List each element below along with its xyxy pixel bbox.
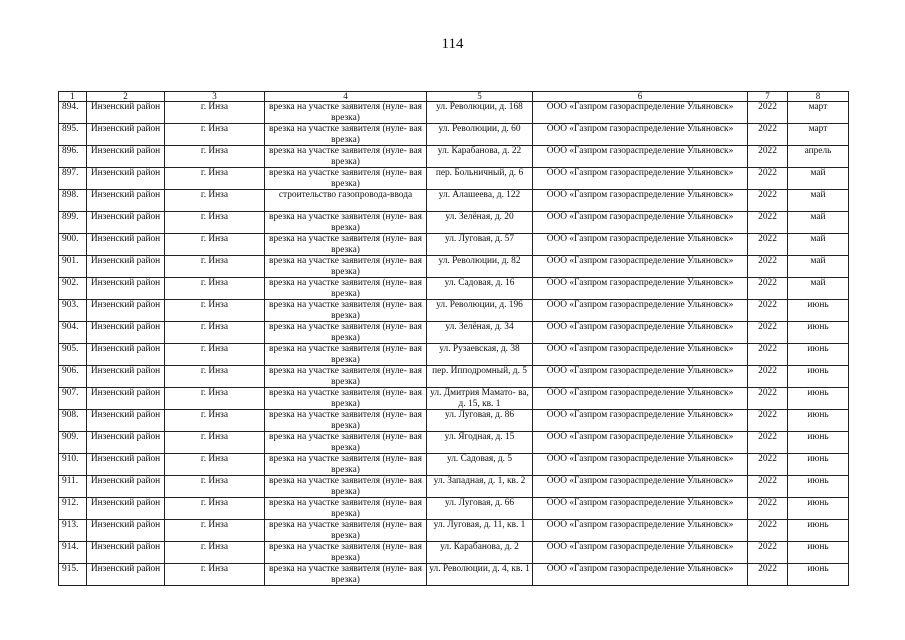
city-cell: г. Инза [165,212,265,234]
year-cell: 2022 [748,278,788,300]
year-cell: 2022 [748,168,788,190]
organization-cell: ООО «Газпром газораспределение Ульяновск» [533,454,748,476]
month-cell: март [788,102,849,124]
work-type-cell: врезка на участке заявителя (нуле- вая врезка) [265,542,427,564]
table-row [59,520,849,542]
column-header: 8 [788,92,849,102]
organization-cell: ООО «Газпром газораспределение Ульяновск» [533,498,748,520]
address-cell: ул. Садовая, д. 16 [427,278,533,300]
city-cell: г. Инза [165,322,265,344]
month-cell: май [788,234,849,256]
year-cell: 2022 [748,410,788,432]
month-cell: июнь [788,454,849,476]
year-cell: 2022 [748,520,788,542]
row-number-cell: 900. [59,234,87,256]
table-row [59,322,849,344]
column-header: 3 [165,92,265,102]
district-cell: Инзенский район [87,542,165,564]
city-cell: г. Инза [165,344,265,366]
row-number-cell: 910. [59,454,87,476]
row-number-cell: 895. [59,124,87,146]
month-cell: май [788,212,849,234]
row-number-cell: 912. [59,498,87,520]
year-cell: 2022 [748,498,788,520]
city-cell: г. Инза [165,432,265,454]
page-number: 114 [441,36,464,52]
row-number-cell: 905. [59,344,87,366]
address-cell: ул. Карабанова, д. 2 [427,542,533,564]
address-cell: ул. Луговая, д. 66 [427,498,533,520]
organization-cell: ООО «Газпром газораспределение Ульяновск» [533,300,748,322]
district-cell: Инзенский район [87,124,165,146]
district-cell: Инзенский район [87,278,165,300]
organization-cell: ООО «Газпром газораспределение Ульяновск» [533,432,748,454]
district-cell: Инзенский район [87,300,165,322]
district-cell: Инзенский район [87,498,165,520]
organization-cell: ООО «Газпром газораспределение Ульяновск» [533,366,748,388]
table-row [59,146,849,168]
year-cell: 2022 [748,322,788,344]
table-row [59,278,849,300]
month-cell: июнь [788,564,849,586]
city-cell: г. Инза [165,300,265,322]
address-cell: ул. Революции, д. 168 [427,102,533,124]
organization-cell: ООО «Газпром газораспределение Ульяновск» [533,410,748,432]
work-type-cell: строительство газопровода-ввода [265,190,427,212]
organization-cell: ООО «Газпром газораспределение Ульяновск» [533,190,748,212]
district-cell: Инзенский район [87,146,165,168]
organization-cell: ООО «Газпром газораспределение Ульяновск» [533,102,748,124]
table-row [59,432,849,454]
city-cell: г. Инза [165,366,265,388]
table-row [59,564,849,586]
address-cell: ул. Зелёная, д. 20 [427,212,533,234]
address-cell: ул. Зелёная, д. 34 [427,322,533,344]
organization-cell: ООО «Газпром газораспределение Ульяновск» [533,278,748,300]
row-number-cell: 898. [59,190,87,212]
city-cell: г. Инза [165,256,265,278]
month-cell: март [788,124,849,146]
table-body [59,92,849,586]
row-number-cell: 903. [59,300,87,322]
year-cell: 2022 [748,300,788,322]
year-cell: 2022 [748,542,788,564]
month-cell: июнь [788,476,849,498]
address-cell: ул. Луговая, д. 11, кв. 1 [427,520,533,542]
work-type-cell: врезка на участке заявителя (нуле- вая врезка) [265,212,427,234]
organization-cell: ООО «Газпром газораспределение Ульяновск» [533,234,748,256]
row-number-cell: 908. [59,410,87,432]
month-cell: май [788,278,849,300]
work-type-cell: врезка на участке заявителя (нуле- вая врезка) [265,168,427,190]
month-cell: июнь [788,300,849,322]
row-number-cell: 907. [59,388,87,410]
month-cell: май [788,190,849,212]
table-row [59,102,849,124]
city-cell: г. Инза [165,234,265,256]
table-row [59,542,849,564]
row-number-cell: 906. [59,366,87,388]
year-cell: 2022 [748,190,788,212]
address-cell: ул. Рузаевская, д. 38 [427,344,533,366]
district-cell: Инзенский район [87,564,165,586]
district-cell: Инзенский район [87,234,165,256]
city-cell: г. Инза [165,476,265,498]
work-type-cell: врезка на участке заявителя (нуле- вая врезка) [265,102,427,124]
district-cell: Инзенский район [87,454,165,476]
work-type-cell: врезка на участке заявителя (нуле- вая врезка) [265,300,427,322]
city-cell: г. Инза [165,146,265,168]
table-row [59,124,849,146]
city-cell: г. Инза [165,388,265,410]
year-cell: 2022 [748,234,788,256]
column-header: 4 [265,92,427,102]
city-cell: г. Инза [165,454,265,476]
organization-cell: ООО «Газпром газораспределение Ульяновск» [533,542,748,564]
row-number-cell: 901. [59,256,87,278]
work-type-cell: врезка на участке заявителя (нуле- вая врезка) [265,520,427,542]
district-cell: Инзенский район [87,322,165,344]
district-cell: Инзенский район [87,168,165,190]
year-cell: 2022 [748,146,788,168]
table-row [59,454,849,476]
address-cell: ул. Революции, д. 82 [427,256,533,278]
month-cell: июнь [788,498,849,520]
address-cell: ул. Западная, д. 1, кв. 2 [427,476,533,498]
organization-cell: ООО «Газпром газораспределение Ульяновск» [533,124,748,146]
organization-cell: ООО «Газпром газораспределение Ульяновск» [533,168,748,190]
address-cell: ул. Ягодная, д. 15 [427,432,533,454]
year-cell: 2022 [748,366,788,388]
address-cell: ул. Луговая, д. 86 [427,410,533,432]
address-cell: ул. Алашеева, д. 122 [427,190,533,212]
work-type-cell: врезка на участке заявителя (нуле- вая врезка) [265,410,427,432]
column-header: 7 [748,92,788,102]
year-cell: 2022 [748,454,788,476]
district-cell: Инзенский район [87,520,165,542]
work-type-cell: врезка на участке заявителя (нуле- вая врезка) [265,388,427,410]
column-header: 2 [87,92,165,102]
year-cell: 2022 [748,388,788,410]
header-row [59,92,849,102]
month-cell: июнь [788,410,849,432]
district-cell: Инзенский район [87,388,165,410]
district-cell: Инзенский район [87,476,165,498]
work-type-cell: врезка на участке заявителя (нуле- вая врезка) [265,344,427,366]
address-cell: ул. Садовая, д. 5 [427,454,533,476]
column-header: 6 [533,92,748,102]
city-cell: г. Инза [165,498,265,520]
organization-cell: ООО «Газпром газораспределение Ульяновск» [533,322,748,344]
organization-cell: ООО «Газпром газораспределение Ульяновск» [533,212,748,234]
city-cell: г. Инза [165,278,265,300]
year-cell: 2022 [748,212,788,234]
table-row [59,498,849,520]
district-cell: Инзенский район [87,256,165,278]
work-type-cell: врезка на участке заявителя (нуле- вая врезка) [265,498,427,520]
row-number-cell: 904. [59,322,87,344]
table-row [59,344,849,366]
month-cell: июнь [788,366,849,388]
city-cell: г. Инза [165,168,265,190]
address-cell: ул. Революции, д. 4, кв. 1 [427,564,533,586]
month-cell: май [788,168,849,190]
row-number-cell: 896. [59,146,87,168]
table-row [59,476,849,498]
district-cell: Инзенский район [87,410,165,432]
table-row [59,234,849,256]
month-cell: июнь [788,322,849,344]
address-cell: ул. Революции, д. 60 [427,124,533,146]
table-row [59,300,849,322]
table-row [59,366,849,388]
city-cell: г. Инза [165,410,265,432]
month-cell: июнь [788,344,849,366]
month-cell: май [788,256,849,278]
work-type-cell: врезка на участке заявителя (нуле- вая врезка) [265,454,427,476]
table-row [59,256,849,278]
organization-cell: ООО «Газпром газораспределение Ульяновск» [533,476,748,498]
work-type-cell: врезка на участке заявителя (нуле- вая врезка) [265,256,427,278]
month-cell: июнь [788,388,849,410]
city-cell: г. Инза [165,542,265,564]
organization-cell: ООО «Газпром газораспределение Ульяновск» [533,146,748,168]
city-cell: г. Инза [165,124,265,146]
organization-cell: ООО «Газпром газораспределение Ульяновск» [533,344,748,366]
city-cell: г. Инза [165,564,265,586]
year-cell: 2022 [748,124,788,146]
table-row [59,168,849,190]
address-cell: ул. Луговая, д. 57 [427,234,533,256]
district-cell: Инзенский район [87,344,165,366]
table-row [59,388,849,410]
table-row [59,190,849,212]
column-header: 5 [427,92,533,102]
organization-cell: ООО «Газпром газораспределение Ульяновск» [533,564,748,586]
year-cell: 2022 [748,476,788,498]
work-type-cell: врезка на участке заявителя (нуле- вая врезка) [265,146,427,168]
month-cell: апрель [788,146,849,168]
row-number-cell: 911. [59,476,87,498]
district-cell: Инзенский район [87,432,165,454]
district-cell: Инзенский район [87,366,165,388]
table-row [59,212,849,234]
row-number-cell: 902. [59,278,87,300]
row-number-cell: 894. [59,102,87,124]
organization-cell: ООО «Газпром газораспределение Ульяновск» [533,256,748,278]
work-type-cell: врезка на участке заявителя (нуле- вая врезка) [265,124,427,146]
row-number-cell: 915. [59,564,87,586]
work-type-cell: врезка на участке заявителя (нуле- вая врезка) [265,476,427,498]
city-cell: г. Инза [165,520,265,542]
year-cell: 2022 [748,564,788,586]
work-type-cell: врезка на участке заявителя (нуле- вая врезка) [265,366,427,388]
district-cell: Инзенский район [87,190,165,212]
city-cell: г. Инза [165,190,265,212]
city-cell: г. Инза [165,102,265,124]
month-cell: июнь [788,432,849,454]
work-type-cell: врезка на участке заявителя (нуле- вая врезка) [265,278,427,300]
work-type-cell: врезка на участке заявителя (нуле- вая врезка) [265,322,427,344]
address-cell: ул. Революции, д. 196 [427,300,533,322]
organization-cell: ООО «Газпром газораспределение Ульяновск» [533,520,748,542]
address-cell: пер. Больничный, д. 6 [427,168,533,190]
row-number-cell: 897. [59,168,87,190]
organization-cell: ООО «Газпром газораспределение Ульяновск» [533,388,748,410]
year-cell: 2022 [748,432,788,454]
month-cell: июнь [788,520,849,542]
row-number-cell: 914. [59,542,87,564]
row-number-cell: 913. [59,520,87,542]
year-cell: 2022 [748,256,788,278]
address-cell: ул. Дмитрия Мамато- ва, д. 15, кв. 1 [427,388,533,410]
row-number-cell: 899. [59,212,87,234]
work-type-cell: врезка на участке заявителя (нуле- вая врезка) [265,564,427,586]
district-cell: Инзенский район [87,102,165,124]
row-number-cell: 909. [59,432,87,454]
work-type-cell: врезка на участке заявителя (нуле- вая врезка) [265,432,427,454]
year-cell: 2022 [748,344,788,366]
column-header: 1 [59,92,87,102]
gas-works-table [58,91,849,586]
district-cell: Инзенский район [87,212,165,234]
year-cell: 2022 [748,102,788,124]
address-cell: ул. Карабанова, д. 22 [427,146,533,168]
address-cell: пер. Ипподромный, д. 5 [427,366,533,388]
month-cell: июнь [788,542,849,564]
table-row [59,410,849,432]
work-type-cell: врезка на участке заявителя (нуле- вая врезка) [265,234,427,256]
